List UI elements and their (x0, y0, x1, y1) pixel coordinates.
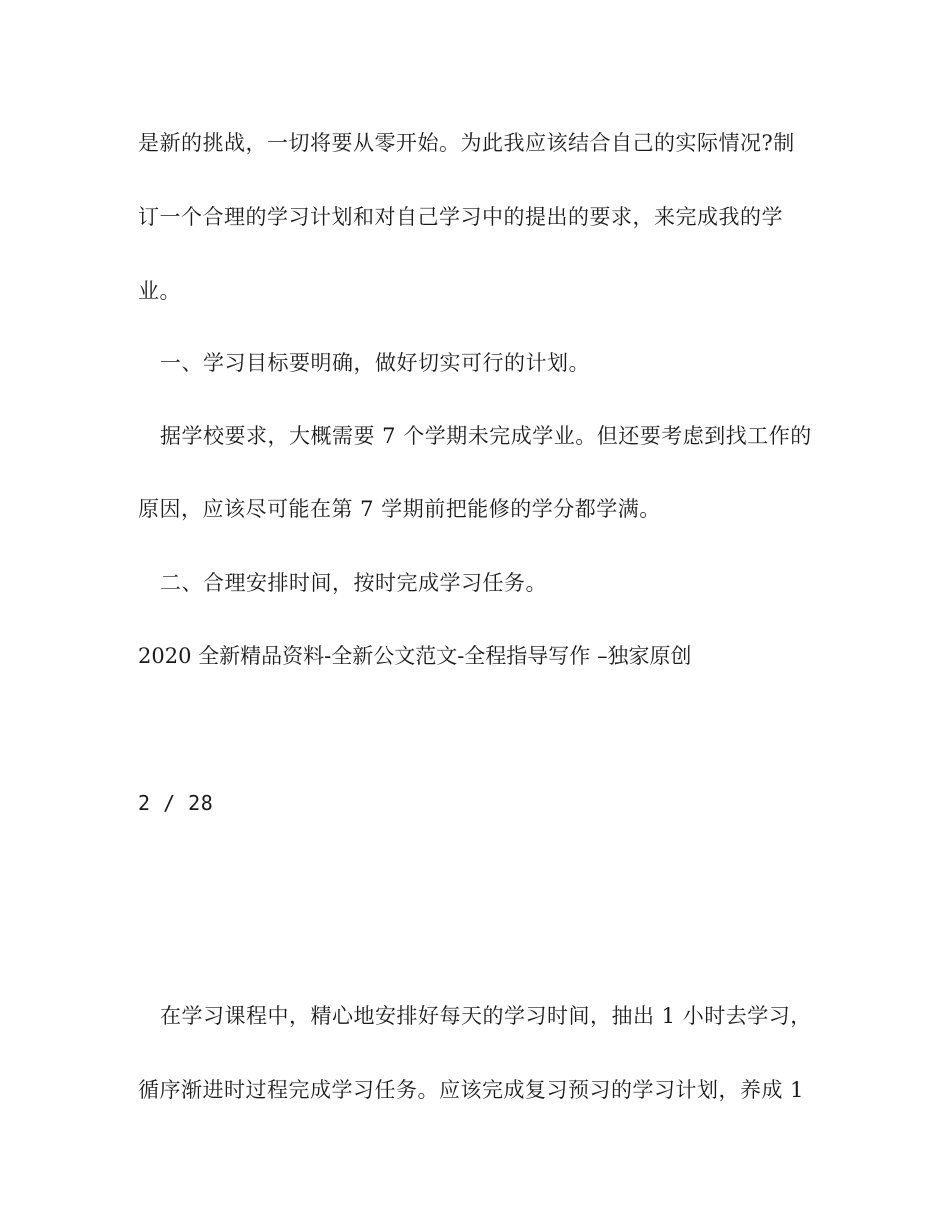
paragraph-line: 订一个合理的学习计划和对自己学习中的提出的要求，来完成我的学 (138, 205, 783, 229)
page-number: 2 / 28 (138, 791, 214, 815)
paragraph-line: 业。 (138, 279, 181, 303)
section-heading: 二、合理安排时间，按时完成学习任务。 (160, 571, 547, 595)
paragraph-line: 是新的挑战，一切将要从零开始。为此我应该结合自己的实际情况?制 (138, 131, 795, 155)
paragraph-line: 循序渐进时过程完成学习任务。应该完成复习预习的学习计划，养成 1 (138, 1078, 805, 1102)
paragraph-line: 在学习课程中，精心地安排好每天的学习时间，抽出 1 小时去学习， (160, 1004, 812, 1028)
page-footer-banner: 2020 全新精品资料-全新公文范文-全程指导写作 –独家原创 (138, 644, 692, 668)
paragraph-line: 原因，应该尽可能在第 7 学期前把能修的学分都学满。 (138, 497, 661, 521)
paragraph-line: 据学校要求，大概需要 7 个学期未完成学业。但还要考虑到找工作的 (160, 424, 812, 448)
section-heading: 一、学习目标要明确，做好切实可行的计划。 (160, 351, 590, 375)
